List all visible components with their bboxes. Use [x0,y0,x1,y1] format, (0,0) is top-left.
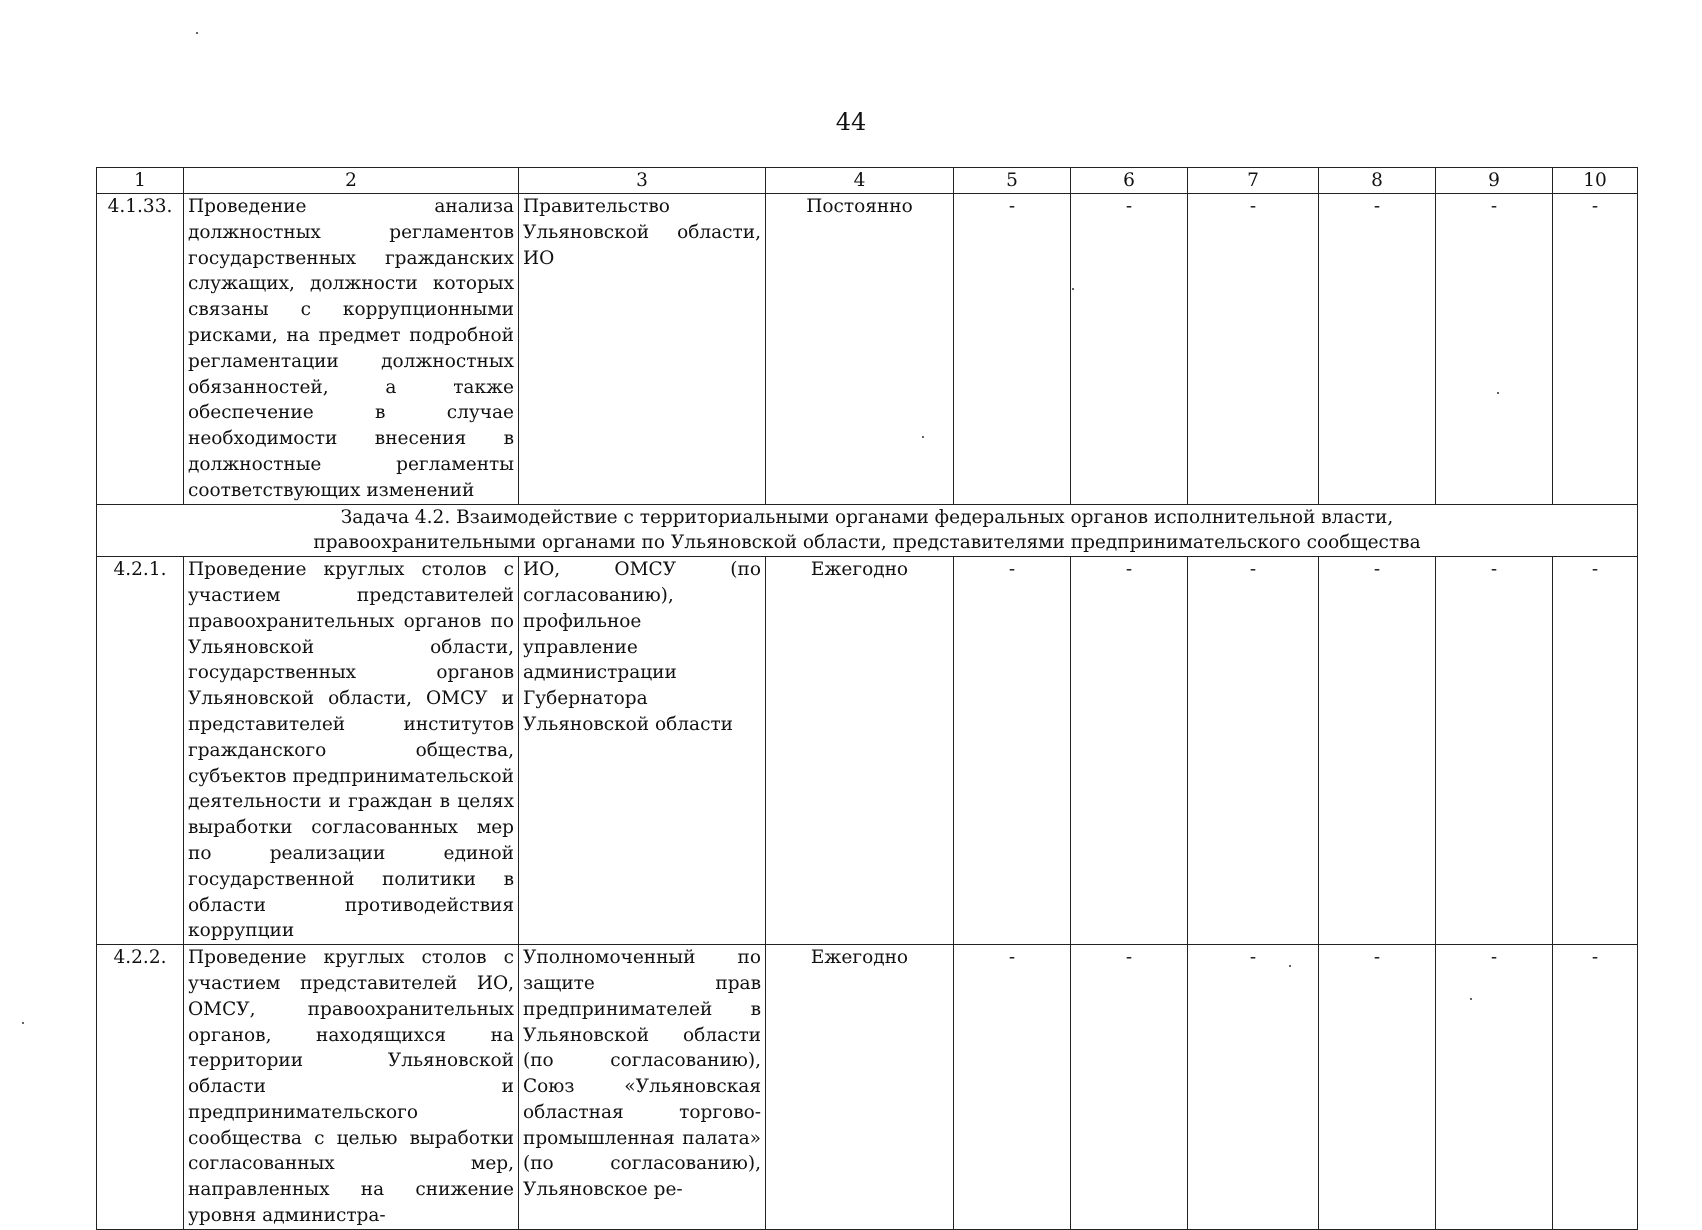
table-header-row [97,168,1638,194]
row-value: - [1436,557,1553,945]
row-number: 4.2.2. [97,945,184,1230]
header-cell: 3 [519,168,766,194]
page-number: 44 [835,108,867,136]
row-value: - [1319,194,1436,505]
row-term: Ежегодно [766,945,954,1230]
task-heading [97,504,1638,557]
task-row [97,504,1638,557]
row-value: - [954,194,1071,505]
row-value: - [1553,194,1638,505]
row-value: - [1188,945,1319,1230]
row-executor: Уполномоченный по защите прав предпринимателей в Ульяновской области (по согласованию), Союз «Ульяновская областная торгово-промышленная палата» (по согласованию), Ульяновское ре- [519,945,766,1230]
row-value: - [1071,945,1188,1230]
row-value: - [1319,557,1436,945]
header-cell: 9 [1436,168,1553,194]
row-value: - [1553,557,1638,945]
task-heading-line2: правоохранительными органами по Ульяновской области, представителями предпринимательского сообщества [313,532,1421,554]
row-description: Проведение круглых столов с участием представителей ИО, ОМСУ, правоохранительных органов, находящихся на территории Ульяновской области и предпринимательского сообщества с целью выработки согласованных мер, направленных на снижение уровня администра- [184,945,519,1230]
header-cell: 10 [1553,168,1638,194]
row-value: - [1071,557,1188,945]
row-term: Ежегодно [766,557,954,945]
header-cell: 6 [1071,168,1188,194]
table-row [97,945,1638,1230]
row-value: - [954,557,1071,945]
row-term: Постоянно [766,194,954,505]
row-value: - [1188,194,1319,505]
header-cell: 7 [1188,168,1319,194]
row-value: - [1436,194,1553,505]
table-row [97,194,1638,505]
row-description: Проведение круглых столов с участием представителей правоохранительных органов по Ульяновской области, государственных органов Ульяновской области, ОМСУ и представителей институтов гражданского общества, субъектов предпринимательской деятельности и граждан в целях выработки согласованных мер по реализации единой государственной политики в области противодействия коррупции [184,557,519,945]
scan-speck [196,32,198,34]
header-cell: 8 [1319,168,1436,194]
scan-speck [1497,392,1499,394]
row-executor: Правительство Ульяновской области, ИО [519,194,766,505]
header-cell: 4 [766,168,954,194]
scan-speck [922,436,924,438]
row-value: - [1553,945,1638,1230]
scan-speck [1072,288,1074,290]
scan-speck [1289,965,1291,967]
row-executor: ИО, ОМСУ (по согласованию), профильное управление администрации Губернатора Ульяновской области [519,557,766,945]
scan-speck [22,1022,24,1024]
row-number: 4.2.1. [97,557,184,945]
plan-table [96,167,1638,1230]
row-value: - [1188,557,1319,945]
header-cell: 5 [954,168,1071,194]
scan-speck [1470,998,1472,1000]
row-value: - [1436,945,1553,1230]
header-cell: 1 [97,168,184,194]
row-value: - [1319,945,1436,1230]
row-description: Проведение анализа должностных регламентов государственных гражданских служащих, должности которых связаны с коррупционными рисками, на предмет подробной регламентации должностных обязанностей, а также обеспечение в случае необходимости внесения в должностные регламенты соответствующих изменений [184,194,519,505]
row-number: 4.1.33. [97,194,184,505]
table-row [97,557,1638,945]
task-heading-line1: Задача 4.2. Взаимодействие с территориальными органами федеральных органов исполнительной власти, [340,506,1394,528]
row-value: - [954,945,1071,1230]
header-cell: 2 [184,168,519,194]
row-value: - [1071,194,1188,505]
